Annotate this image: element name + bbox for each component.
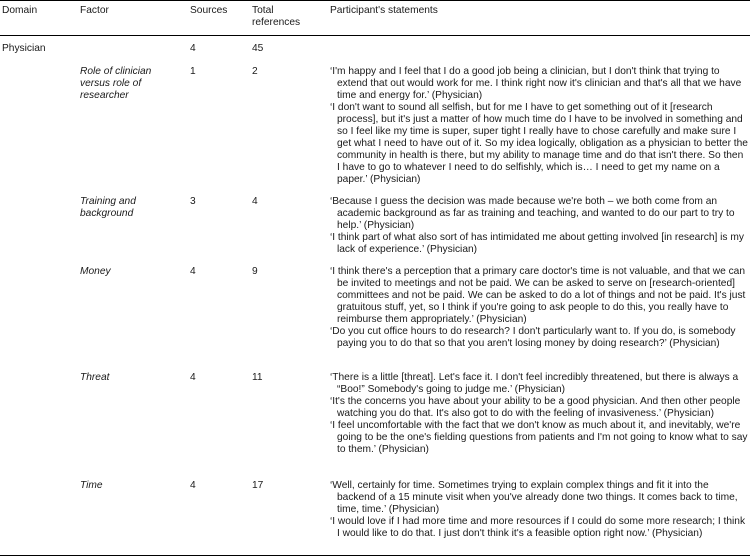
header-total-references: Total references bbox=[252, 5, 301, 28]
factor-time: Time bbox=[80, 480, 103, 491]
table-bottom-rule bbox=[0, 555, 750, 556]
references-threat: 11 bbox=[252, 372, 263, 383]
factor-money: Money bbox=[80, 266, 111, 277]
references-role-of-clinician: 2 bbox=[252, 66, 258, 77]
statement-quote: ‘There is a little [threat]. Let's face it. I don't feel incredibly threatened, but there is always a “Boo!” Somebody's going to judge me.’ (Physician) bbox=[330, 372, 739, 395]
statements-time bbox=[330, 480, 748, 540]
header-factor: Factor bbox=[80, 5, 109, 16]
header-sources: Sources bbox=[190, 5, 228, 16]
header-participant-statements: Participant's statements bbox=[330, 5, 438, 16]
statement-quote: ‘Well, certainly for time. Sometimes trying to explain complex things and fit it into the backend of a 15 minute visit when you've already done two things. It comes back to time, time, time.’ (Physician) bbox=[330, 480, 738, 515]
references-time: 17 bbox=[252, 480, 264, 491]
statement-quote: ‘Because I guess the decision was made because we're both – we both come from an academic background as far as training and teaching, and wanted to do our part to try to help.’ (Physician) bbox=[330, 196, 735, 231]
statement-quote: ‘Do you cut office hours to do research? I don't particularly want to. If you do, is somebody paying you to do that so that you aren't losing money by doing research?’ (Physician) bbox=[330, 326, 736, 349]
sources-threat: 4 bbox=[190, 372, 196, 383]
domain-references: 45 bbox=[252, 43, 264, 54]
statement-quote: ‘I feel uncomfortable with the fact that we don't know as much about it, and inevitably, we're going to be the one's fielding questions from patients and I'm not going to know what to say to them.’ (Physician) bbox=[330, 420, 748, 455]
header-divider-rule bbox=[0, 35, 750, 36]
statement-quote: ‘I think part of what also sort of has intimidated me about getting involved [in research] is my lack of experience.’ (Physician) bbox=[330, 232, 744, 255]
statements-threat bbox=[330, 372, 748, 456]
statement-quote: ‘It's the concerns you have about your ability to be a good physician. And then other people watching you do that. It's also got to do with the feeling of invasiveness.’ (Physician) bbox=[330, 396, 741, 419]
factor-threat: Threat bbox=[80, 372, 110, 383]
header-domain: Domain bbox=[2, 5, 38, 16]
domain-label: Physician bbox=[2, 43, 46, 54]
statements-training-and-background bbox=[330, 196, 748, 256]
sources-role-of-clinician: 1 bbox=[190, 66, 196, 77]
table-top-rule bbox=[0, 0, 750, 1]
sources-training-and-background: 3 bbox=[190, 196, 196, 207]
statement-quote: ‘I would love if I had more time and more resources if I could do some more research; I think I would like to do that. I just don't think it's a feasible option right now.’ (Physician) bbox=[330, 516, 746, 539]
statements-role-of-clinician bbox=[330, 66, 748, 186]
domain-sources: 4 bbox=[190, 43, 196, 54]
statement-quote: ‘I'm happy and I feel that I do a good job being a clinician, but I don't think that trying to extend that out would work for me. I think right now it's clinician and that's all that we have time and energy for.’ (Physician) bbox=[330, 66, 742, 101]
statements-money bbox=[330, 266, 748, 350]
statement-quote: ‘I don't want to sound all selfish, but for me I have to get something out of it [research process], but it's just a matter of how much time do I have to be involved in something and so I feel like my time is super, super tight I really have to chose carefully and make sure I get what I need to have out of it. So my idea logically, obligation as a physician to better the community in health is there, but my ability to manage time and do that isn't there. So then I have to go to whatever I need to do selfishly, which is… I need to get my name on a paper.’ (Physician) bbox=[330, 102, 748, 185]
sources-money: 4 bbox=[190, 266, 196, 277]
statement-quote: ‘I think there's a perception that a primary care doctor's time is not valuable, and that we can be invited to meetings and not be paid. We can be asked to serve on [research-oriented] committees and not be paid. We can be asked to do a lot of things and not be paid. It's just gratuitous stuff, yet, so I think if you're going to ask people to do this, you really have to reimburse them appropriately.’ (Physician) bbox=[330, 266, 746, 325]
factor-role-of-clinician: Role of clinician versus role of researcher bbox=[80, 66, 152, 101]
factor-training-and-background: Training and background bbox=[80, 196, 136, 219]
references-training-and-background: 4 bbox=[252, 196, 258, 207]
sources-time: 4 bbox=[190, 480, 196, 491]
references-money: 9 bbox=[252, 266, 258, 277]
